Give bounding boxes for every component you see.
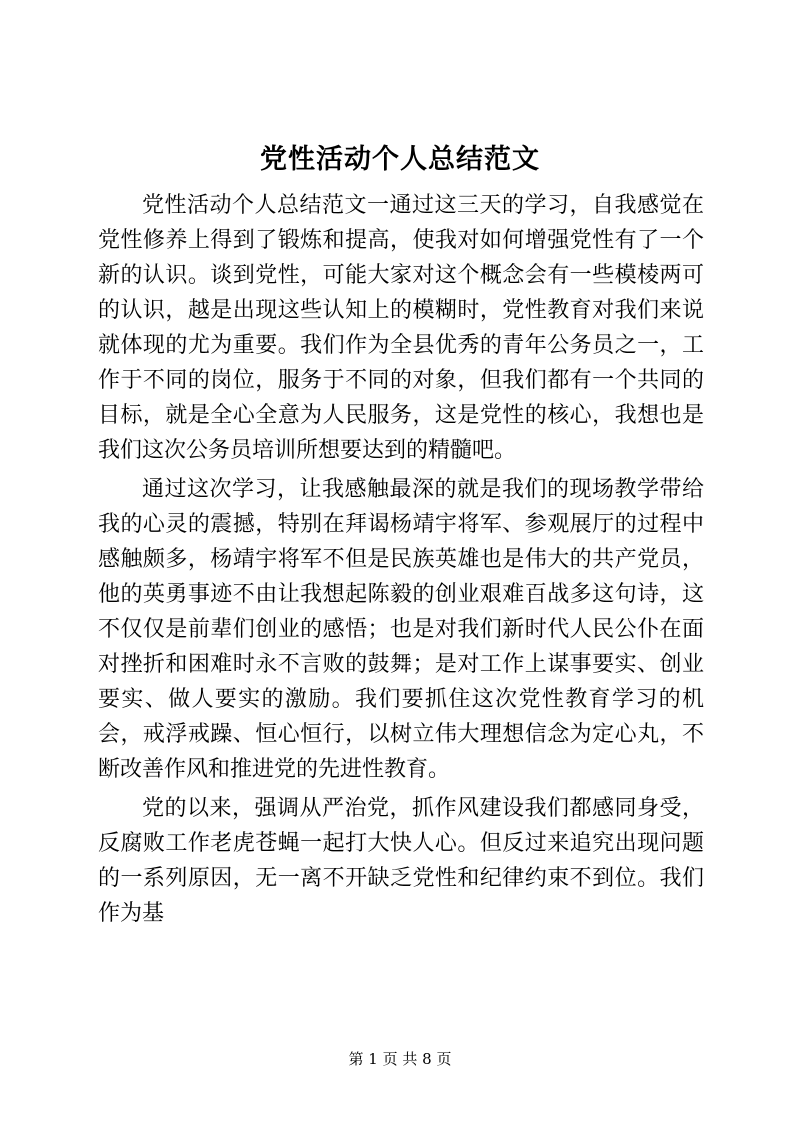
page-footer: 第 1 页 共 8 页 <box>348 1050 452 1068</box>
paragraph-1: 党性活动个人总结范文一通过这三天的学习，自我感觉在党性修养上得到了锻炼和提高，使我对如何增强党性有了一个新的认识。谈到党性，可能大家对这个概念会有一些模棱两可的认识，越是出现这些认知上的模糊时，党性教育对我们来说就体现的尤为重要。我们作为全县优秀的青年公务员之一，工作于不同的岗位，服务于不同的对象，但我们都有一个共同的目标，就是全心全意为人民服务，这是党性的核心，我想也是我们这次公务员培训所想要达到的精髓吧。 <box>98 193 704 463</box>
document-title: 党性活动个人总结范文 <box>260 144 540 175</box>
document-body <box>98 188 704 931</box>
paragraph-3: 党的以来，强调从严治党，抓作风建设我们都感同身受，反腐败工作老虎苍蝇一起打大快人心。但反过来追究出现问题的一系列原因，无一离不开缺乏党性和纪律约束不到位。我们作为基 <box>98 796 704 926</box>
paragraph-2: 通过这次学习，让我感触最深的就是我们的现场教学带给我的心灵的震撼，特别在拜谒杨靖宇将军、参观展厅的过程中感触颇多，杨靖宇将军不但是民族英雄也是伟大的共产党员，他的英勇事迹不由让我想起陈毅的创业艰难百战多这句诗，这不仅仅是前辈们创业的感悟；也是对我们新时代人民公仆在面对挫折和困难时永不言败的鼓舞；是对工作上谋事要实、创业要实、做人要实的激励。我们要抓住这次党性教育学习的机会，戒浮戒躁、恒心恒行，以树立伟大理想信念为定心丸，不断改善作风和推进党的先进性教育。 <box>98 477 704 782</box>
